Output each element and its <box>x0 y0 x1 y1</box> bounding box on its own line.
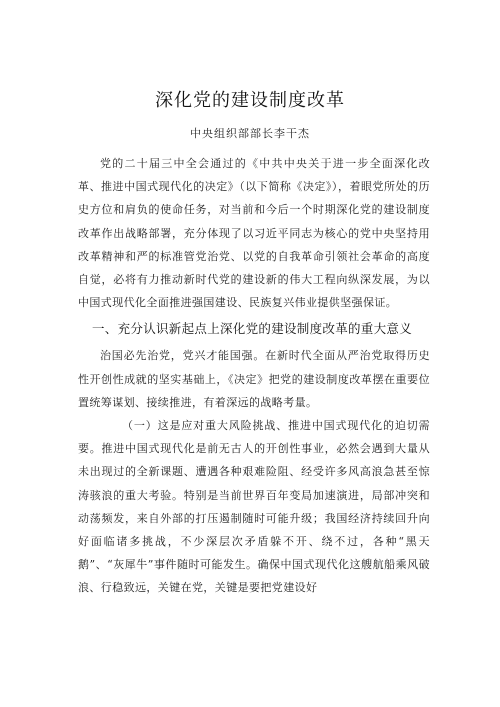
section-paragraph: 治国必先治党，党兴才能国强。在新时代全面从严治党取得历史性开创性成就的坚实基础上，《决定》把党的建设制度改革摆在重要位置统筹谋划、接续推进，有着深远的战略考量。 <box>78 349 430 409</box>
section-paragraph-point-1: （一）这是应对重大风险挑战、推进中国式现代化的迫切需要。推进中国式现代化是前无古人的开创性事业，必然会遇到大量从未出现过的全新课题、遭遇各种艰难险阻、经受许多风高浪急甚至惊涛骇浪的重大考验。特别是当前世界百年变局加速演进，局部冲突和动荡频发，来自外部的打压遏制随时可能升级；我国经济持续回升向好面临诸多挑战，不少深层次矛盾躲不开、绕不过，各种“黑天鹅”、“灰犀牛”事件随时可能发生。确保中国式现代化这艘航船乘风破浪、行稳致远，关键在党，关键是要把党建设好 <box>78 419 430 595</box>
document-title: 深化党的建设制度改革 <box>155 90 345 111</box>
intro-paragraph: 党的二十届三中全会通过的《中共中央关于进一步全面深化改革、推进中国式现代化的决定》（以下简称《决定》），着眼党所处的历史方位和肩负的使命任务，对当前和今后一个时期深化党的建设制度改革作出战略部署，充分体现了以习近平同志为核心的党中央坚持用改革精神和严的标准管党治党、以党的自我革命引领社会革命的高度自觉，必将有力推动新时代党的建设新的伟大工程向纵深发展，为以中国式现代化全面推进强国建设、民族复兴伟业提供坚强保证。 <box>78 157 430 310</box>
section-heading: 一、充分认识新起点上深化党的建设制度改革的重大意义 <box>92 321 413 337</box>
document-author: 中央组织部部长李干杰 <box>190 127 310 140</box>
document-body <box>78 152 430 600</box>
